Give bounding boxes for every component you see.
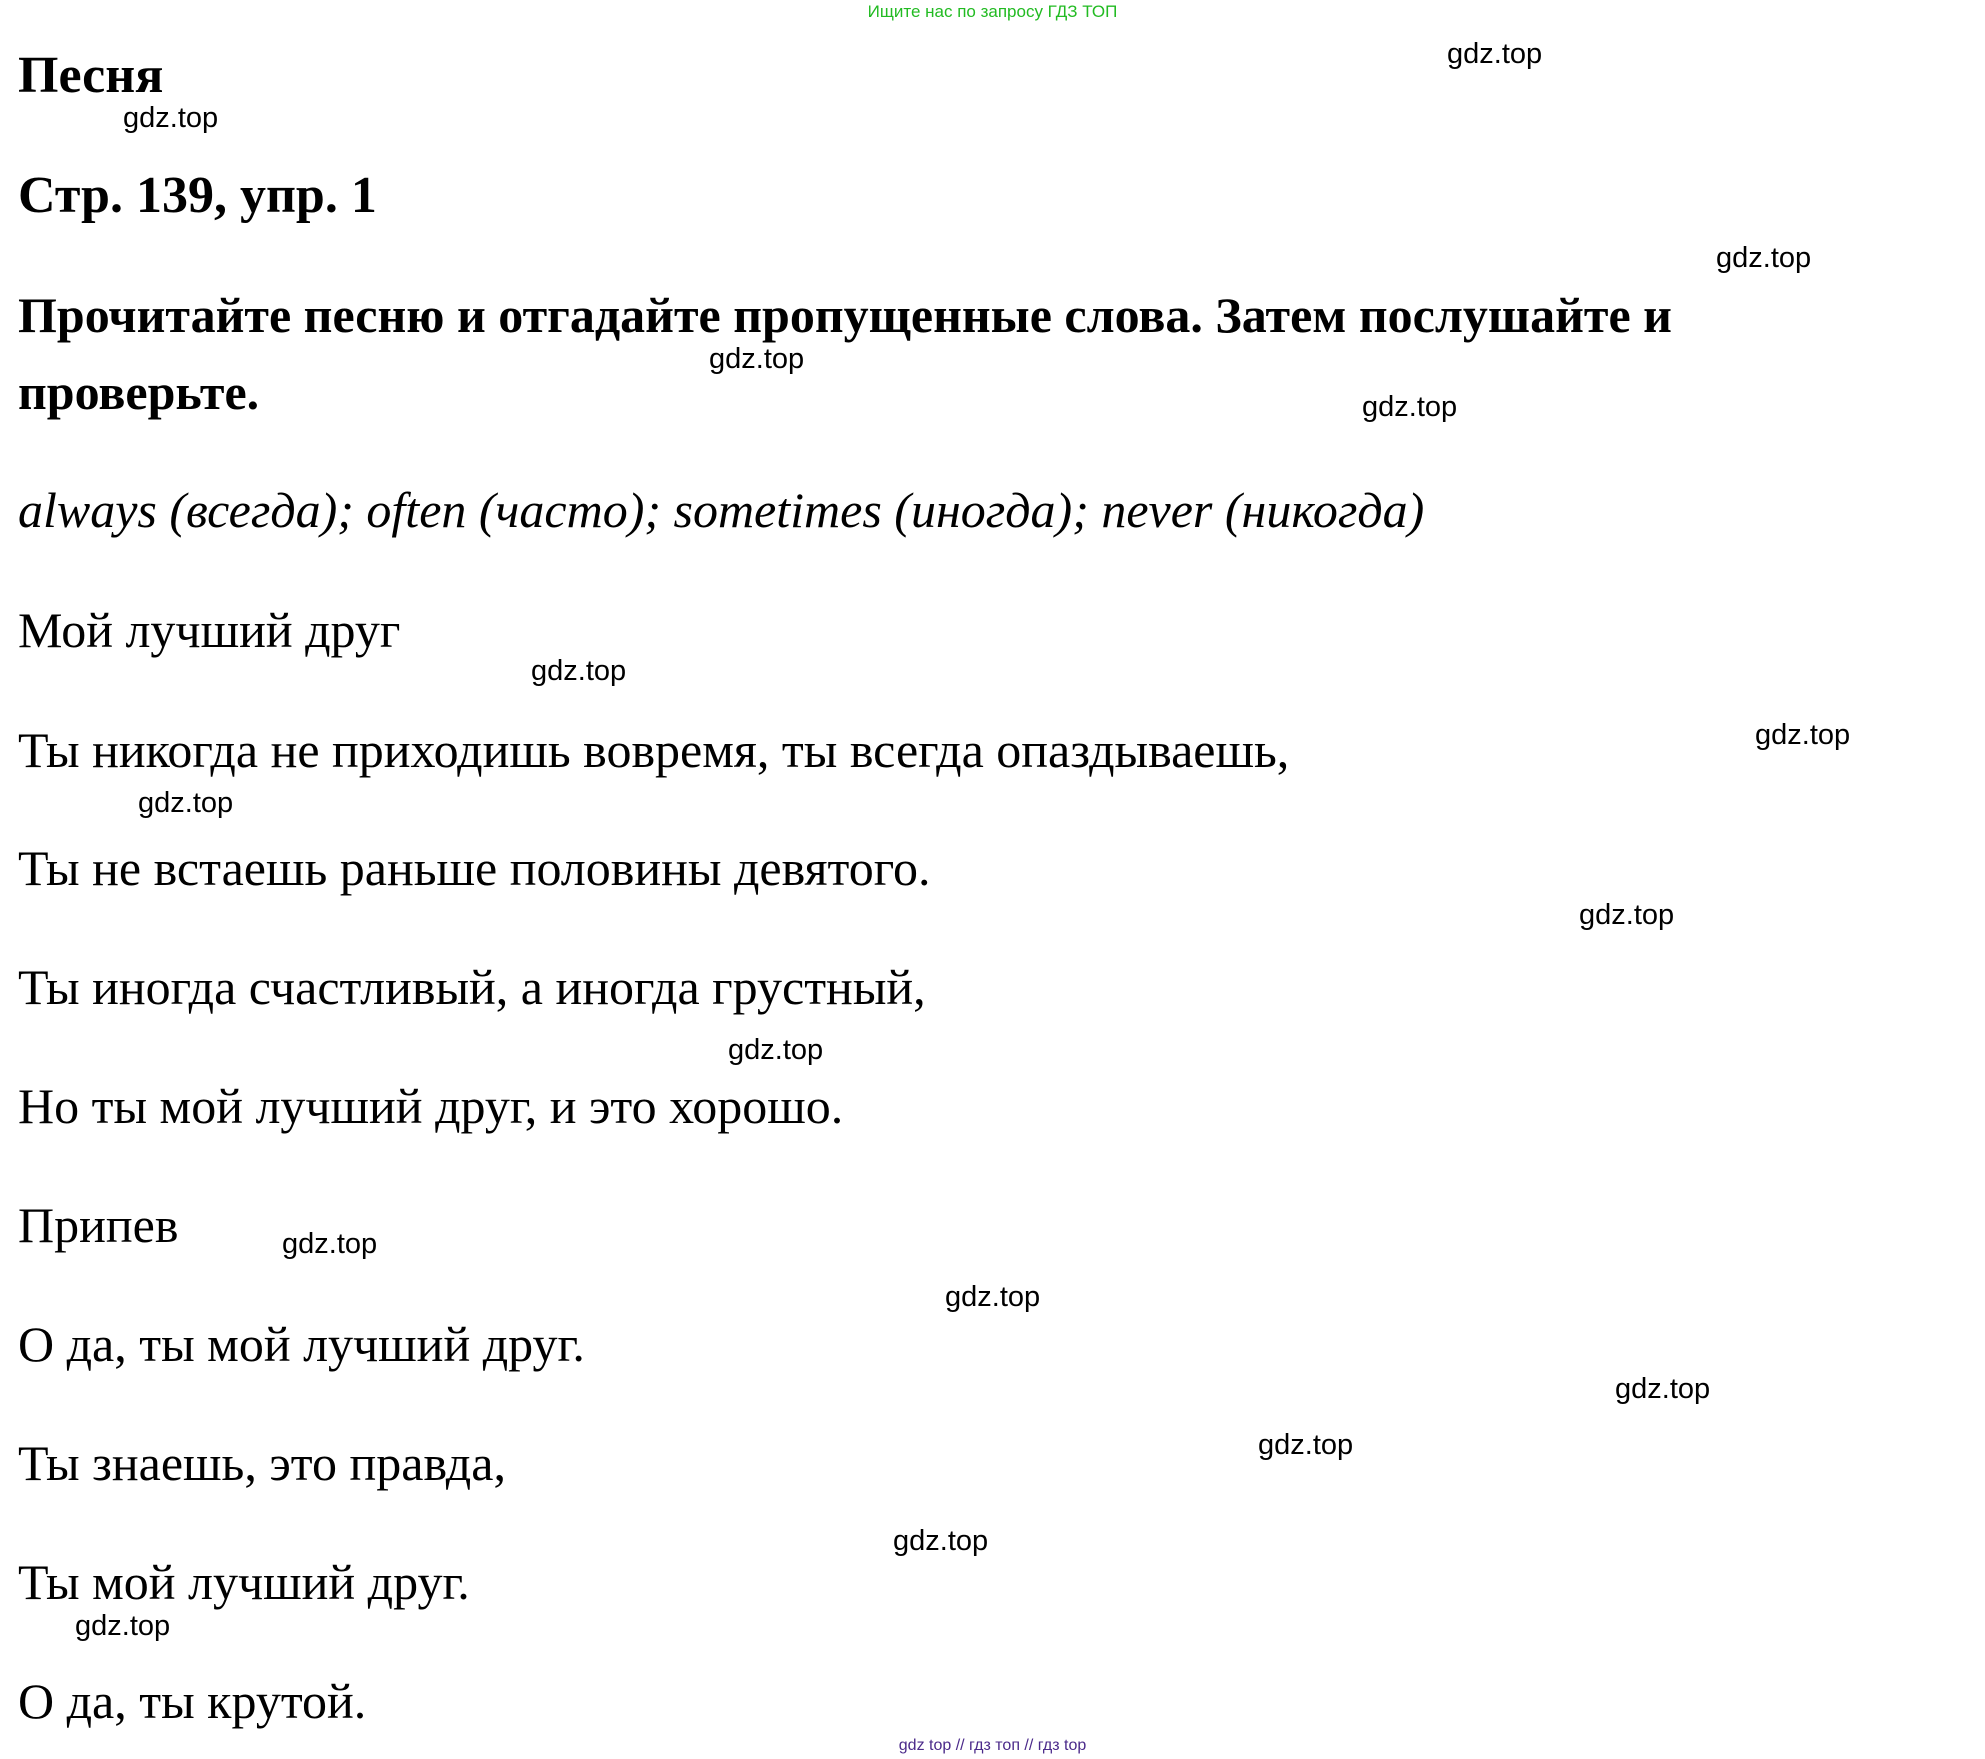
word-list: always (всегда); often (часто); sometimes (иногда); never (никогда) bbox=[18, 482, 1425, 538]
watermark: gdz.top bbox=[75, 1610, 171, 1642]
watermark: gdz.top bbox=[709, 343, 805, 375]
chorus-line: О да, ты мой лучший друг. bbox=[18, 1316, 585, 1372]
watermark: gdz.top bbox=[138, 787, 234, 819]
task-instruction-line-2: проверьте. bbox=[18, 364, 260, 420]
watermark: gdz.top bbox=[531, 655, 627, 687]
song-line: Ты иногда счастливый, а иногда грустный, bbox=[18, 959, 926, 1015]
page-title: Песня bbox=[18, 47, 164, 104]
watermark: gdz.top bbox=[1258, 1429, 1354, 1461]
watermark: gdz.top bbox=[1755, 719, 1851, 751]
watermark: gdz.top bbox=[1615, 1373, 1711, 1405]
song-line: Но ты мой лучший друг, и это хорошо. bbox=[18, 1078, 844, 1134]
task-instruction-line-1: Прочитайте песню и отгадайте пропущенные слова. Затем послушайте и bbox=[18, 287, 1672, 343]
watermark: gdz.top bbox=[1716, 242, 1812, 274]
watermark: gdz.top bbox=[282, 1228, 378, 1260]
watermark: gdz.top bbox=[1362, 391, 1458, 423]
chorus-label: Припев bbox=[18, 1197, 179, 1253]
watermark: gdz.top bbox=[1447, 38, 1543, 70]
chorus-line: О да, ты крутой. bbox=[18, 1673, 367, 1729]
page-reference: Стр. 139, упр. 1 bbox=[18, 167, 377, 224]
watermark: gdz.top bbox=[945, 1281, 1041, 1313]
footer-watermark: gdz top // гдз топ // гдз top bbox=[898, 1737, 1087, 1754]
watermark: gdz.top bbox=[1579, 899, 1675, 931]
song-line: Ты никогда не приходишь вовремя, ты всегда опаздываешь, bbox=[18, 722, 1290, 778]
watermark: gdz.top bbox=[728, 1034, 824, 1066]
song-title: Мой лучший друг bbox=[18, 602, 401, 658]
watermark: gdz.top bbox=[123, 102, 219, 134]
chorus-line: Ты знаешь, это правда, bbox=[18, 1435, 506, 1491]
chorus-line: Ты мой лучший друг. bbox=[18, 1554, 470, 1610]
top-banner: Ищите нас по запросу ГДЗ ТОП bbox=[867, 2, 1118, 21]
watermark: gdz.top bbox=[893, 1525, 989, 1557]
song-line: Ты не встаешь раньше половины девятого. bbox=[18, 840, 931, 896]
